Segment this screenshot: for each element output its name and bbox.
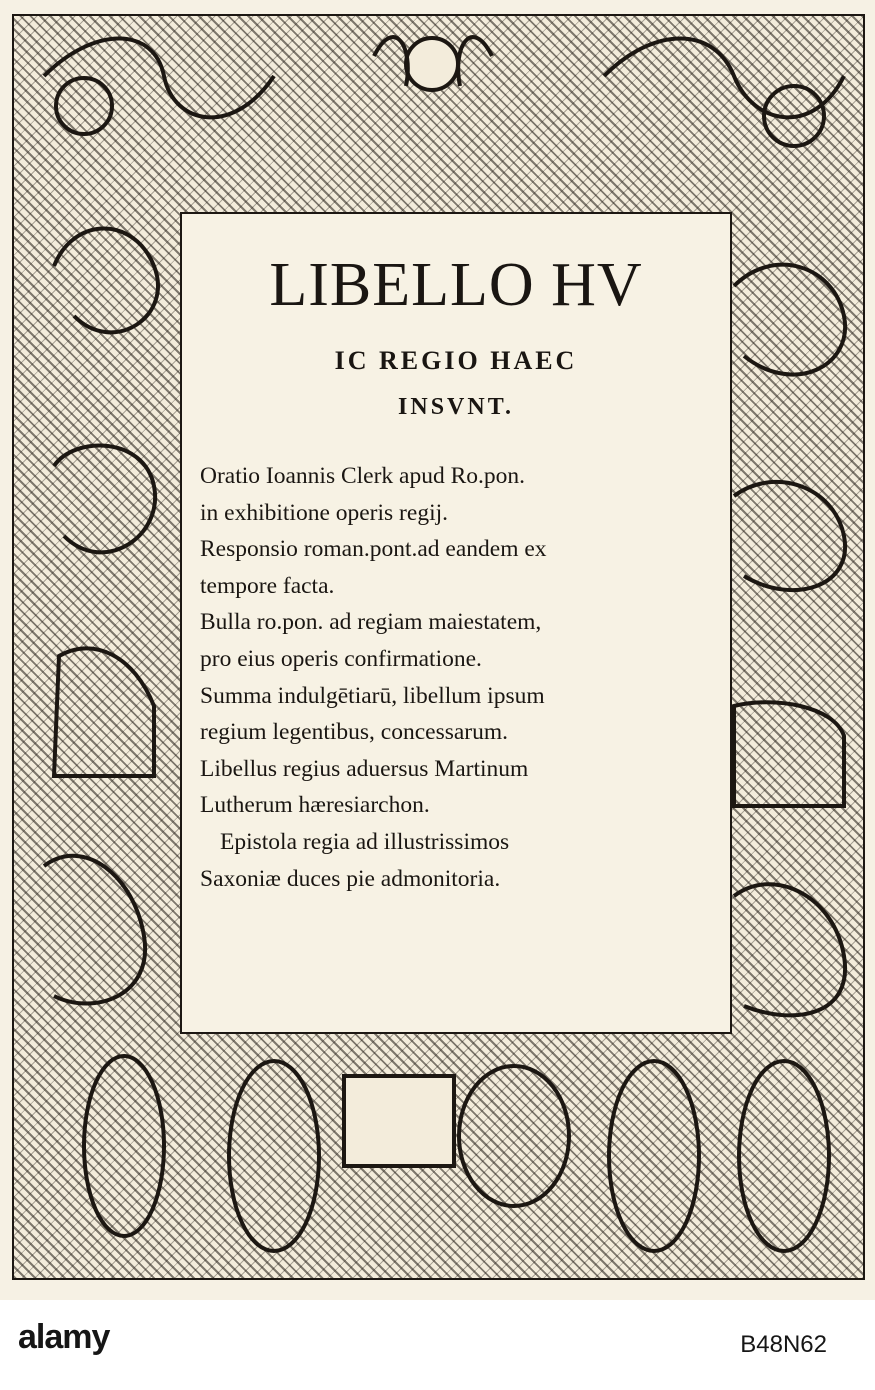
- contents-line: Lutherum hæresiarchon.: [200, 792, 430, 819]
- contents-list: [200, 458, 720, 897]
- contents-line: Libellus regius aduersus Martinum: [200, 755, 529, 782]
- contents-line: tempore facta.: [200, 572, 335, 599]
- contents-line: Bulla ro.pon. ad regiam maiestatem,: [200, 609, 542, 636]
- title-text-panel: [180, 212, 732, 1034]
- contents-line: Responsio roman.pont.ad eandem ex: [200, 536, 547, 563]
- contents-line: pro eius operis confirmatione.: [200, 645, 482, 672]
- watermark-logo: alamy: [18, 1318, 110, 1356]
- contents-line: Saxoniæ duces pie admonitoria.: [200, 865, 501, 892]
- contents-line: Oratio Ioannis Clerk apud Ro.pon.: [200, 463, 526, 489]
- contents-line: Epistola regia ad illustrissimos: [220, 828, 510, 855]
- woodcut-border: [12, 14, 865, 1280]
- book-title-line-3: INSVNT.: [398, 394, 514, 420]
- contents-line: regium legentibus, concessarum.: [200, 719, 509, 746]
- book-title-line-1: LIBELLO HV: [269, 251, 643, 319]
- book-title-line-2: IC REGIO HAEC: [334, 346, 578, 375]
- stock-image-id: B48N62: [740, 1331, 827, 1358]
- contents-line: Summa indulgētiarū, libellum ipsum: [200, 682, 545, 709]
- contents-line: in exhibitione operis regij.: [200, 499, 449, 526]
